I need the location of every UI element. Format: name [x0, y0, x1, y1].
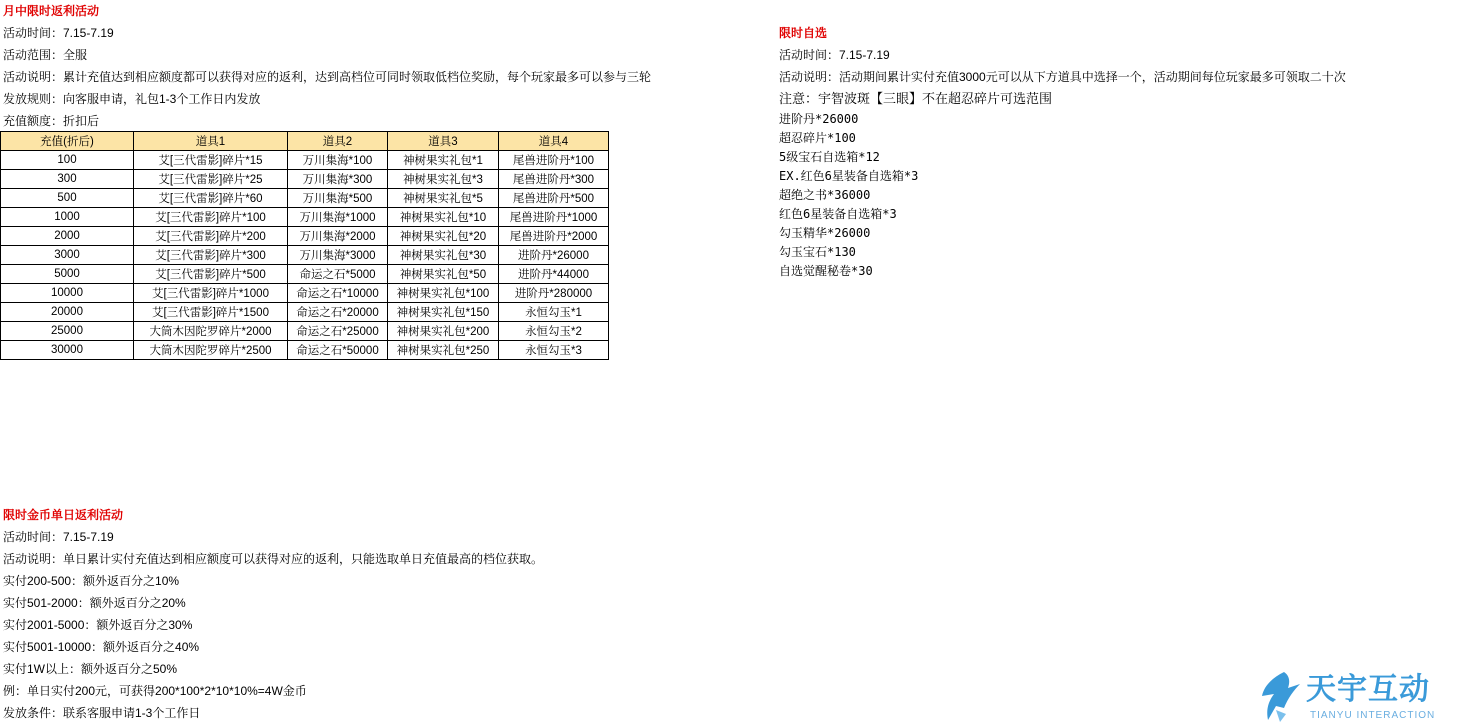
table-body	[1, 151, 609, 360]
gold-rebate-line: 活动时间：7.15-7.19	[3, 530, 114, 544]
logo-subtitle: TIANYU INTERACTION	[1310, 710, 1436, 721]
table-row	[1, 189, 609, 208]
table-cell: 进阶丹*280000	[499, 284, 609, 303]
rebate-table	[0, 131, 609, 360]
gold-rebate-line: 实付501-2000：额外返百分之20%	[3, 596, 186, 610]
table-row	[1, 151, 609, 170]
table-cell: 神树果实礼包*100	[388, 284, 499, 303]
table-row	[1, 265, 609, 284]
table-cell: 300	[1, 170, 134, 189]
gold-rebate-line: 活动说明：单日累计实付充值达到相应额度可以获得对应的返利，只能选取单日充值最高的档位获取。	[3, 552, 544, 566]
gold-rebate-line: 实付2001-5000：额外返百分之30%	[3, 618, 193, 632]
table-cell: 尾兽进阶丹*100	[499, 151, 609, 170]
table-cell: 神树果实礼包*200	[388, 322, 499, 341]
table-row	[1, 322, 609, 341]
table-cell: 10000	[1, 284, 134, 303]
table-cell: 20000	[1, 303, 134, 322]
recharge-quota: 充值额度：折扣后	[3, 114, 100, 128]
table-cell: 艾[三代雷影]碎片*60	[134, 189, 288, 208]
section-gold-daily-rebate	[3, 504, 543, 724]
table-row	[1, 246, 609, 265]
table-cell: 命运之石*25000	[288, 322, 388, 341]
table-header-row	[1, 132, 609, 151]
choice-item: 自选觉醒秘卷*30	[779, 264, 873, 278]
tianyu-logo-icon	[1254, 670, 1302, 724]
table-cell: 神树果实礼包*50	[388, 265, 499, 284]
table-cell: 神树果实礼包*20	[388, 227, 499, 246]
table-cell: 1000	[1, 208, 134, 227]
activity-description: 活动说明：活动期间累计实付充值3000元可以从下方道具中选择一个，活动期间每位玩家最多可领取二十次	[779, 70, 1346, 84]
table-cell: 大筒木因陀罗碎片*2000	[134, 322, 288, 341]
table-row	[1, 341, 609, 360]
gold-rebate-line: 实付200-500：额外返百分之10%	[3, 574, 180, 588]
column-header: 道具1	[134, 132, 288, 151]
table-cell: 命运之石*50000	[288, 341, 388, 360]
choice-item: 5级宝石自选箱*12	[779, 150, 880, 164]
choice-item: 超忍碎片*100	[779, 131, 856, 145]
table-row	[1, 170, 609, 189]
table-cell: 命运之石*5000	[288, 265, 388, 284]
table-cell: 艾[三代雷影]碎片*200	[134, 227, 288, 246]
table-cell: 命运之石*20000	[288, 303, 388, 322]
table-cell: 艾[三代雷影]碎片*1500	[134, 303, 288, 322]
choice-item-list	[779, 110, 1346, 281]
table-cell: 艾[三代雷影]碎片*15	[134, 151, 288, 170]
table-cell: 神树果实礼包*1	[388, 151, 499, 170]
activity-time: 活动时间：7.15-7.19	[779, 48, 890, 62]
table-cell: 25000	[1, 322, 134, 341]
column-header: 道具4	[499, 132, 609, 151]
notice-text: 注意：宇智波斑【三眼】不在超忍碎片可选范围	[779, 91, 1053, 106]
table-row	[1, 284, 609, 303]
table-cell: 永恒勾玉*3	[499, 341, 609, 360]
table-cell: 艾[三代雷影]碎片*300	[134, 246, 288, 265]
table-cell: 尾兽进阶丹*500	[499, 189, 609, 208]
table-cell: 神树果实礼包*150	[388, 303, 499, 322]
table-cell: 艾[三代雷影]碎片*500	[134, 265, 288, 284]
table-cell: 万川集海*2000	[288, 227, 388, 246]
section-title: 限时金币单日返利活动	[3, 508, 124, 522]
column-header: 道具2	[288, 132, 388, 151]
table-cell: 进阶丹*26000	[499, 246, 609, 265]
logo-name: 天宇互动	[1306, 672, 1430, 707]
table-row	[1, 303, 609, 322]
table-row	[1, 208, 609, 227]
section-title: 限时自选	[779, 26, 828, 40]
table-cell: 100	[1, 151, 134, 170]
table-cell: 万川集海*500	[288, 189, 388, 208]
table-cell: 神树果实礼包*10	[388, 208, 499, 227]
table-cell: 万川集海*1000	[288, 208, 388, 227]
table-cell: 神树果实礼包*30	[388, 246, 499, 265]
table-cell: 30000	[1, 341, 134, 360]
activity-time: 活动时间：7.15-7.19	[3, 26, 114, 40]
table-cell: 艾[三代雷影]碎片*1000	[134, 284, 288, 303]
table-cell: 尾兽进阶丹*300	[499, 170, 609, 189]
gold-rebate-line: 例：单日实付200元，可获得200*100*2*10*10%=4W金币	[3, 684, 307, 698]
table-cell: 艾[三代雷影]碎片*25	[134, 170, 288, 189]
choice-item: EX.红色6星装备自选箱*3	[779, 169, 919, 183]
table-cell: 永恒勾玉*2	[499, 322, 609, 341]
table-cell: 万川集海*100	[288, 151, 388, 170]
table-cell: 万川集海*300	[288, 170, 388, 189]
table-cell: 艾[三代雷影]碎片*100	[134, 208, 288, 227]
gold-rebate-line: 实付5001-10000：额外返百分之40%	[3, 640, 200, 654]
table-cell: 3000	[1, 246, 134, 265]
table-cell: 尾兽进阶丹*2000	[499, 227, 609, 246]
table-cell: 命运之石*10000	[288, 284, 388, 303]
table-cell: 永恒勾玉*1	[499, 303, 609, 322]
distribution-rule: 发放规则：向客服申请，礼包1-3个工作日内发放	[3, 92, 261, 106]
gold-rebate-lines	[3, 526, 543, 724]
choice-item: 红色6星装备自选箱*3	[779, 207, 897, 221]
table-cell: 神树果实礼包*250	[388, 341, 499, 360]
table-cell: 5000	[1, 265, 134, 284]
activity-description: 活动说明：累计充值达到相应额度都可以获得对应的返利，达到高档位可同时领取低档位奖励，每个玩家最多可以参与三轮	[3, 70, 652, 84]
gold-rebate-line: 实付1W以上：额外返百分之50%	[3, 662, 178, 676]
table-cell: 2000	[1, 227, 134, 246]
table-cell: 神树果实礼包*5	[388, 189, 499, 208]
section-limited-choice	[779, 22, 1346, 281]
column-header: 道具3	[388, 132, 499, 151]
choice-item: 进阶丹*26000	[779, 112, 859, 126]
table-cell: 进阶丹*44000	[499, 265, 609, 284]
gold-rebate-line: 发放条件：联系客服申请1-3个工作日	[3, 706, 201, 720]
table-cell: 500	[1, 189, 134, 208]
table-cell: 大筒木因陀罗碎片*2500	[134, 341, 288, 360]
section-title: 月中限时返利活动	[3, 4, 100, 18]
table-row	[1, 227, 609, 246]
table-cell: 万川集海*3000	[288, 246, 388, 265]
table-cell: 神树果实礼包*3	[388, 170, 499, 189]
choice-item: 超绝之书*36000	[779, 188, 871, 202]
choice-item: 勾玉宝石*130	[779, 245, 856, 259]
section-monthly-rebate	[3, 0, 651, 132]
choice-item: 勾玉精华*26000	[779, 226, 871, 240]
activity-scope: 活动范围：全服	[3, 48, 88, 62]
table-cell: 尾兽进阶丹*1000	[499, 208, 609, 227]
tianyu-logo	[1254, 670, 1459, 724]
column-header: 充值(折后)	[1, 132, 134, 151]
